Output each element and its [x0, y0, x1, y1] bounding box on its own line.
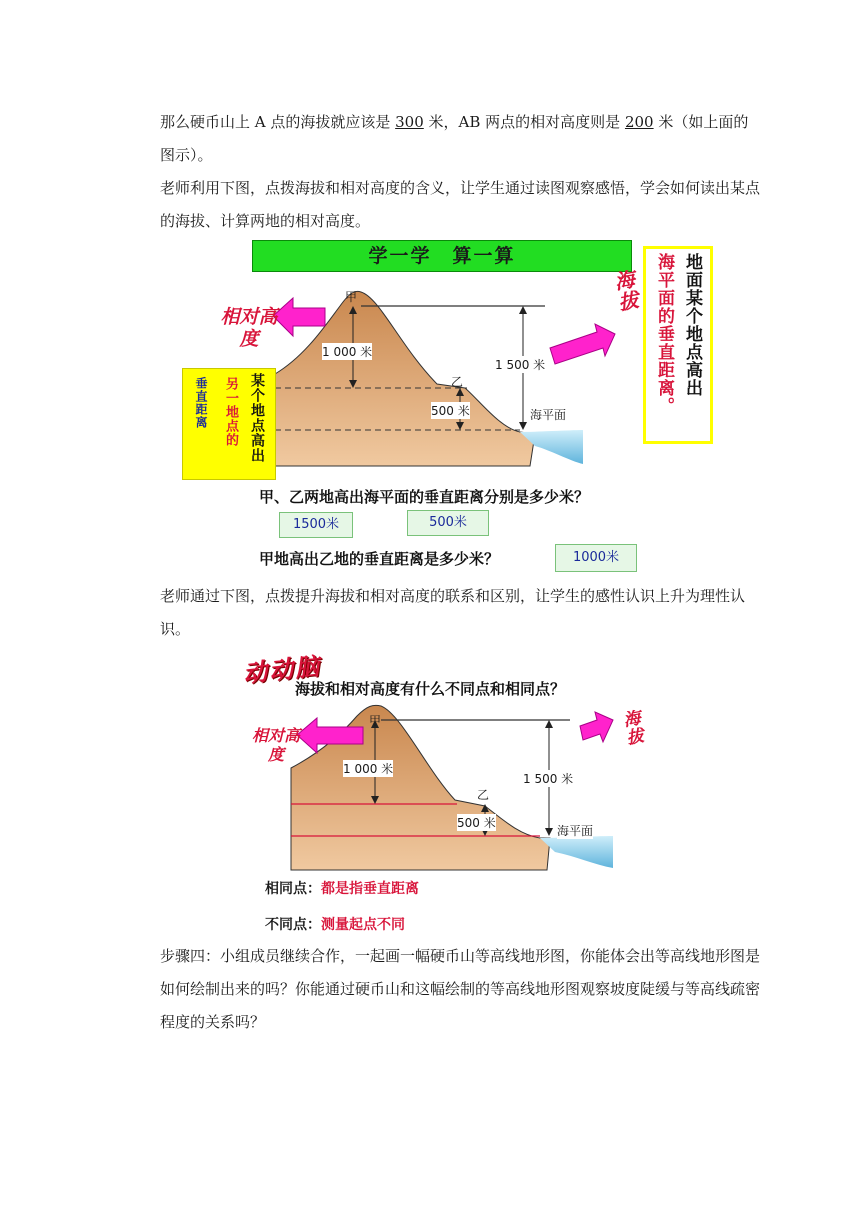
relative-height-definition — [182, 368, 276, 480]
answer-500m: 500米 — [407, 510, 489, 536]
arrow-right-magenta-2 — [580, 712, 613, 742]
question-think: 海拔和相对高度有什么不同点和相同点？ — [295, 680, 566, 698]
banner-title: 学一学 算一算 — [252, 240, 632, 272]
paragraph-teacher-explain: 老师利用下图，点拨海拔和相对高度的含义，让学生通过读图观察感悟，学会如何读出某点的海拔、计算两地的相对高度。 — [160, 179, 761, 230]
label-peak-a: 甲 — [345, 290, 358, 304]
label-500m-2: 500 米 — [457, 816, 496, 830]
def-col-1: 垂直距离 — [194, 377, 208, 429]
question-2: 甲地高出乙地的垂直距离是多少米？ — [259, 550, 500, 568]
label-relative-height-2: 相对高度 — [251, 726, 300, 764]
label-relative-height: 相对高度 — [220, 306, 278, 350]
label-peak-b: 乙 — [451, 375, 464, 389]
arrow-left-magenta — [273, 298, 325, 336]
diff-label: 不同点： — [265, 917, 321, 933]
altitude-answer: 300 — [395, 113, 424, 131]
label-1500m: 1 500 米 — [495, 358, 546, 372]
title-art: 动动脑 — [242, 651, 323, 688]
altitude-definition — [643, 246, 713, 444]
answer-1000m: 1000米 — [555, 544, 637, 572]
p1-text-a: 那么硬币山上 A 点的海拔就应该是 — [160, 113, 396, 131]
def-col-3: 某个地点高出 — [249, 373, 265, 463]
diff-point-row — [265, 914, 405, 934]
paragraph-coin-mountain — [130, 106, 760, 172]
diff-value: 测量起点不同 — [321, 917, 405, 933]
figure-think — [235, 650, 655, 940]
label-1000m-2: 1 000 米 — [343, 762, 394, 776]
arrow-right-magenta — [550, 324, 615, 364]
def-col-2: 另一地点的 — [223, 377, 238, 447]
label-altitude: 海拔 — [609, 268, 641, 314]
same-label: 相同点： — [265, 881, 321, 897]
paragraph-step-four: 步骤四：小组成员继续合作，一起画一幅硬币山等高线地形图，你能体会出等高线地形图是如何绘制出来的吗？你能通过硬币山和这幅绘制的等高线地形图观察坡度陡缓与等高线疏密程度的关系吗？ — [160, 947, 761, 1031]
figure-learn-and-calc — [175, 236, 715, 576]
answer-1500m: 1500米 — [279, 512, 353, 538]
def-altitude-col-2: 海平面的垂直距离。 — [654, 253, 674, 415]
paragraph-teacher-compare: 老师通过下图，点拨提升海拔和相对高度的联系和区别，让学生的感性认识上升为理性认识。 — [160, 587, 746, 638]
same-point-row — [265, 878, 419, 898]
water-2 — [540, 836, 613, 868]
def-altitude-col-1: 地面某个地点高出 — [682, 253, 702, 397]
label-sea-level-2: 海平面 — [557, 824, 594, 838]
label-peak-b-2: 乙 — [477, 788, 490, 802]
same-value: 都是指垂直距离 — [321, 881, 419, 897]
relative-height-answer: 200 — [624, 113, 654, 131]
label-peak-a-2: 甲 — [369, 714, 382, 728]
mountain-diagram-2 — [235, 690, 655, 910]
label-500m: 500 米 — [431, 404, 470, 418]
label-sea-level: 海平面 — [530, 408, 567, 422]
p1-text-c: 米（如上面的图示）。 — [160, 113, 749, 164]
p1-text-b: 米，AB 两点的相对高度则是 — [423, 113, 625, 131]
question-1: 甲、乙两地高出海平面的垂直距离分别是多少米？ — [259, 488, 590, 506]
label-1000m: 1 000 米 — [322, 345, 373, 359]
label-altitude-2: 海拔 — [618, 708, 644, 748]
label-1500m-2: 1 500 米 — [523, 772, 574, 786]
